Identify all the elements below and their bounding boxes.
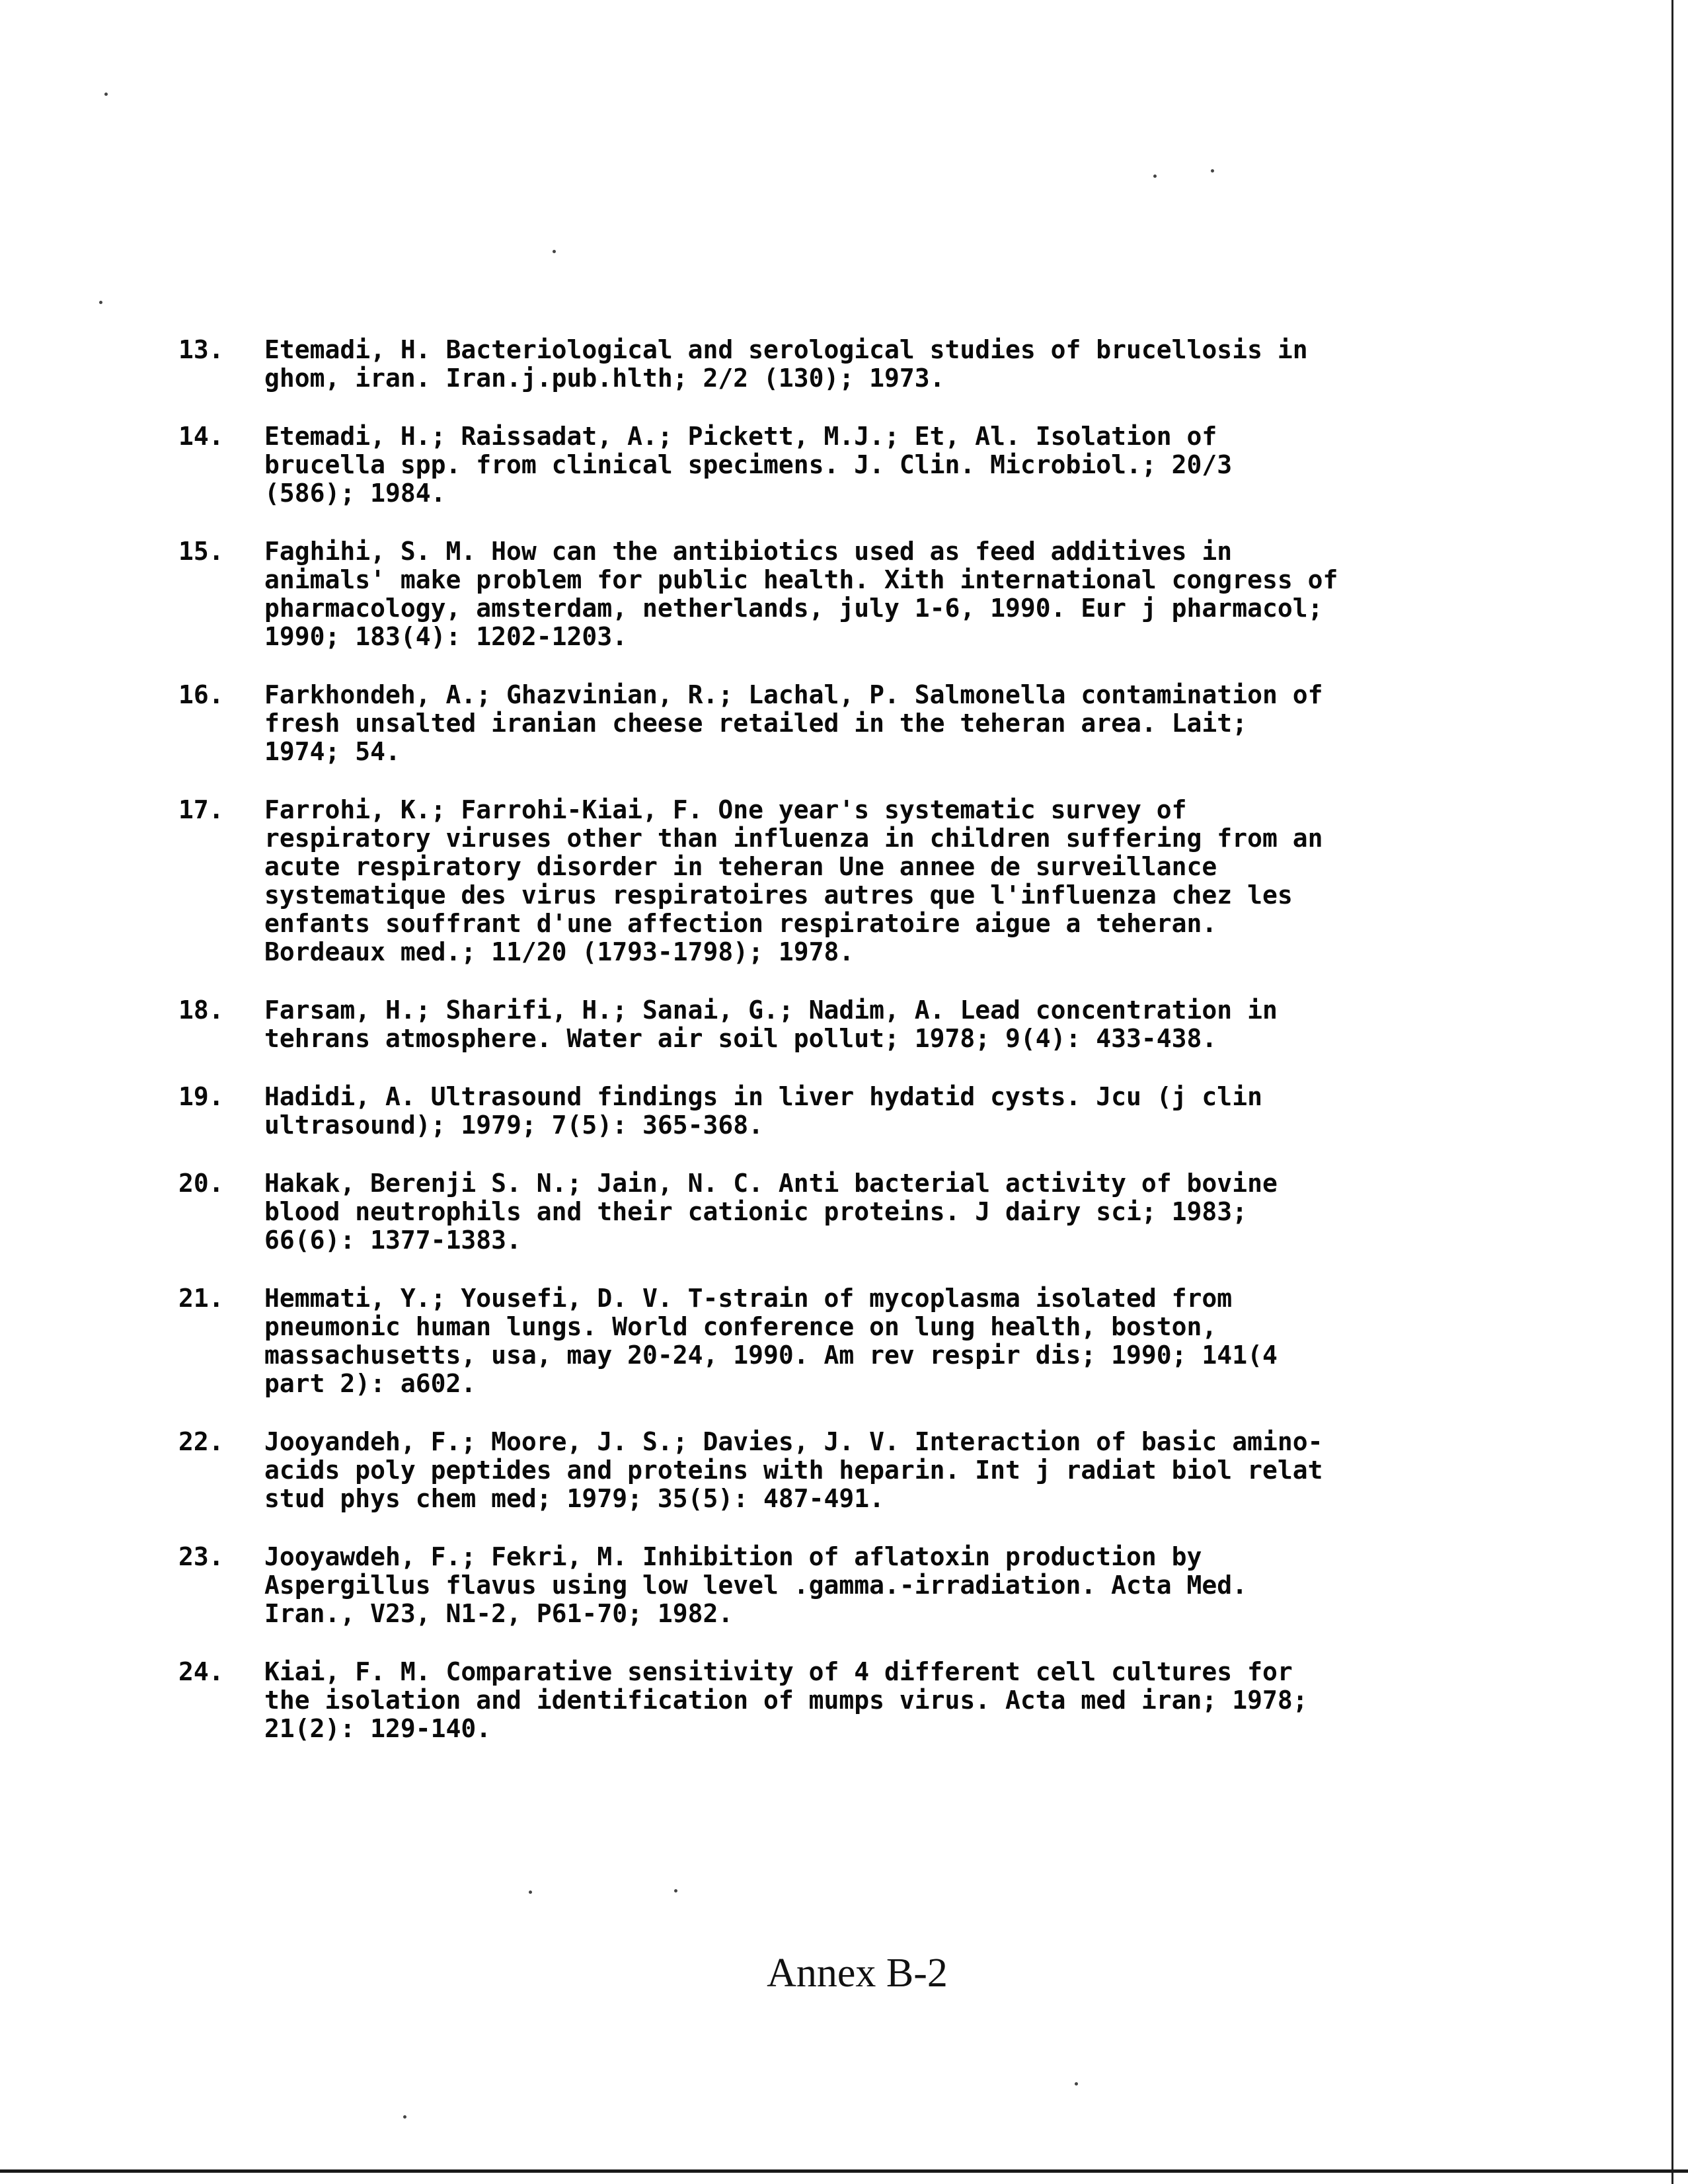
reference-item xyxy=(178,996,1527,1053)
reference-text-line: acids poly peptides and proteins with heparin. Int j radiat biol relat xyxy=(264,1456,1323,1485)
reference-text-line: blood neutrophils and their cationic proteins. J dairy sci; 1983; xyxy=(264,1197,1248,1226)
reference-text-line: 21(2): 129-140. xyxy=(264,1714,492,1743)
reference-text-line: ultrasound); 1979; 7(5): 365-368. xyxy=(264,1111,763,1140)
reference-text-line: Etemadi, H.; Raissadat, A.; Pickett, M.J.; Et, Al. Isolation of xyxy=(264,422,1217,451)
page-edge-right xyxy=(1671,0,1673,2184)
reference-item xyxy=(178,1543,1527,1628)
reference-number: 17. xyxy=(178,795,224,824)
reference-text-line: Hakak, Berenji S. N.; Jain, N. C. Anti bacterial activity of bovine xyxy=(264,1169,1278,1198)
reference-text-line: Faghihi, S. M. How can the antibiotics used as feed additives in xyxy=(264,537,1233,566)
reference-text-line: respiratory viruses other than influenza in children suffering from an xyxy=(264,824,1323,853)
scan-speck xyxy=(674,1889,677,1892)
reference-text-line: Iran., V23, N1-2, P61-70; 1982. xyxy=(264,1599,734,1628)
reference-text-line: Hemmati, Y.; Yousefi, D. V. T-strain of mycoplasma isolated from xyxy=(264,1284,1233,1313)
reference-text-line: animals' make problem for public health. Xith international congress of xyxy=(264,565,1338,594)
reference-number: 23. xyxy=(178,1542,224,1571)
reference-item xyxy=(178,537,1527,651)
reference-text-line: Aspergillus flavus using low level .gamma.-irradiation. Acta Med. xyxy=(264,1571,1248,1600)
reference-number: 21. xyxy=(178,1284,224,1313)
reference-text-line: Etemadi, H. Bacteriological and serological studies of brucellosis in xyxy=(264,335,1308,364)
reference-number: 18. xyxy=(178,995,224,1025)
reference-text-line: Farrohi, K.; Farrohi-Kiai, F. One year's systematic survey of xyxy=(264,795,1187,824)
reference-item xyxy=(178,1428,1527,1513)
reference-item xyxy=(178,1284,1527,1398)
reference-text-line: the isolation and identification of mumps virus. Acta med iran; 1978; xyxy=(264,1686,1308,1715)
reference-item xyxy=(178,422,1527,508)
scan-speck xyxy=(99,301,102,304)
scan-speck xyxy=(403,2115,406,2119)
reference-number: 19. xyxy=(178,1082,224,1111)
reference-text-line: pneumonic human lungs. World conference on lung health, boston, xyxy=(264,1312,1217,1341)
reference-number: 13. xyxy=(178,335,224,364)
page-edge-bottom xyxy=(0,2169,1688,2173)
reference-text-line: enfants souffrant d'une affection respiratoire aigue a teheran. xyxy=(264,909,1217,938)
scan-speck xyxy=(529,1891,532,1894)
reference-text-line: Kiai, F. M. Comparative sensitivity of 4 different cell cultures for xyxy=(264,1657,1293,1686)
reference-text-line: Hadidi, A. Ultrasound findings in liver hydatid cysts. Jcu (j clin xyxy=(264,1082,1262,1111)
reference-text-line: Farkhondeh, A.; Ghazvinian, R.; Lachal, P. Salmonella contamination of xyxy=(264,680,1323,709)
reference-text-line: massachusetts, usa, may 20-24, 1990. Am rev respir dis; 1990; 141(4 xyxy=(264,1341,1278,1370)
reference-text-line: 1990; 183(4): 1202-1203. xyxy=(264,622,628,651)
reference-item xyxy=(178,1083,1527,1140)
reference-number: 24. xyxy=(178,1657,224,1686)
reference-list xyxy=(178,336,1527,1773)
reference-number: 22. xyxy=(178,1427,224,1456)
reference-text-line: stud phys chem med; 1979; 35(5): 487-491. xyxy=(264,1484,884,1513)
scan-speck xyxy=(1153,175,1157,178)
reference-number: 16. xyxy=(178,680,224,709)
reference-item xyxy=(178,1169,1527,1255)
scan-speck xyxy=(104,93,108,96)
reference-text-line: brucella spp. from clinical specimens. J. Clin. Microbiol.; 20/3 xyxy=(264,450,1233,479)
reference-number: 20. xyxy=(178,1169,224,1198)
reference-text-line: fresh unsalted iranian cheese retailed in the teheran area. Lait; xyxy=(264,709,1248,738)
reference-text-line: Jooyawdeh, F.; Fekri, M. Inhibition of aflatoxin production by xyxy=(264,1542,1202,1571)
reference-text-line: tehrans atmosphere. Water air soil pollut; 1978; 9(4): 433-438. xyxy=(264,1024,1217,1053)
annex-label: Annex B-2 xyxy=(767,1951,948,1996)
reference-text-line: part 2): a602. xyxy=(264,1369,477,1398)
reference-item xyxy=(178,1658,1527,1743)
reference-text-line: pharmacology, amsterdam, netherlands, july 1-6, 1990. Eur j pharmacol; xyxy=(264,594,1323,623)
reference-text-line: acute respiratory disorder in teheran Une annee de surveillance xyxy=(264,852,1217,881)
scan-speck xyxy=(1075,2082,1078,2086)
reference-text-line: systematique des virus respiratoires autres que l'influenza chez les xyxy=(264,880,1293,910)
scan-speck xyxy=(1211,169,1214,173)
reference-text-line: 1974; 54. xyxy=(264,737,401,766)
scan-speck xyxy=(553,250,556,253)
reference-item xyxy=(178,336,1527,393)
reference-text-line: Bordeaux med.; 11/20 (1793-1798); 1978. xyxy=(264,937,855,966)
reference-text-line: (586); 1984. xyxy=(264,479,446,508)
reference-text-line: 66(6): 1377-1383. xyxy=(264,1226,521,1255)
reference-item xyxy=(178,681,1527,766)
reference-item xyxy=(178,796,1527,966)
reference-text-line: Jooyandeh, F.; Moore, J. S.; Davies, J. V. Interaction of basic amino- xyxy=(264,1427,1323,1456)
reference-text-line: ghom, iran. Iran.j.pub.hlth; 2/2 (130); 1973. xyxy=(264,364,945,393)
reference-number: 15. xyxy=(178,537,224,566)
reference-number: 14. xyxy=(178,422,224,451)
reference-text-line: Farsam, H.; Sharifi, H.; Sanai, G.; Nadim, A. Lead concentration in xyxy=(264,995,1278,1025)
